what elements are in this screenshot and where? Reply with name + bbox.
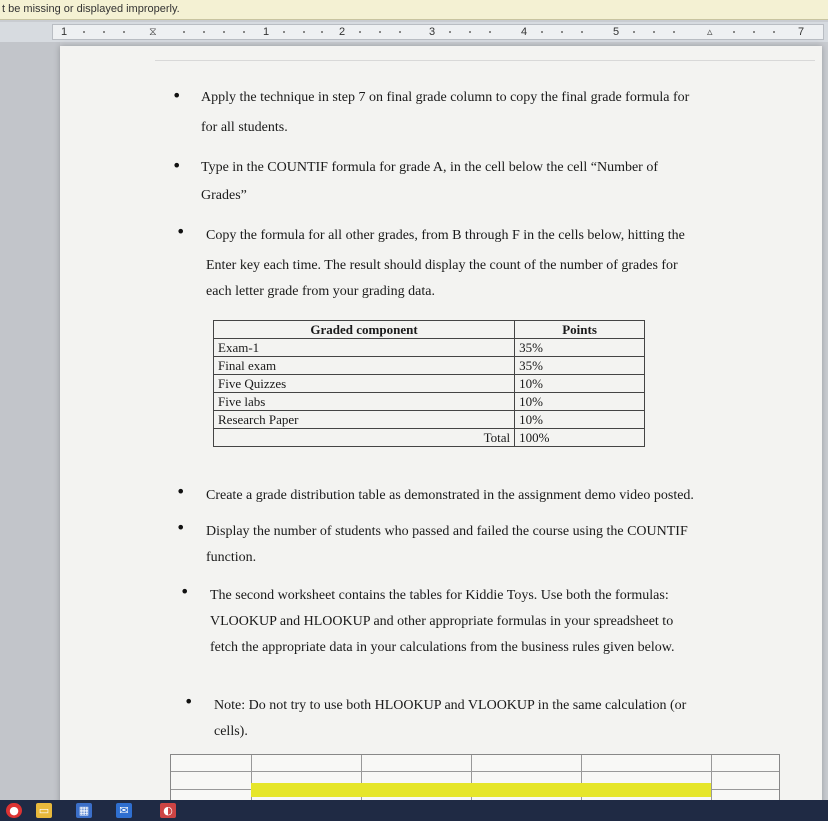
ruler-tick <box>359 31 361 33</box>
ruler-number: 1 <box>263 26 270 38</box>
table-cell: Research Paper <box>214 411 515 429</box>
mail-icon[interactable]: ✉ <box>116 803 132 818</box>
paragraph-line: The second worksheet contains the tables for Kiddie Toys. Use both the formulas: <box>210 588 669 603</box>
table-cell: 10% <box>515 393 645 411</box>
bullet-icon: • <box>176 222 186 241</box>
table-cell: 35% <box>515 357 645 375</box>
table-header: Points <box>515 321 645 339</box>
ruler-tick <box>303 31 305 33</box>
bullet-icon: • <box>172 86 182 105</box>
file-explorer-icon[interactable]: ▭ <box>36 803 52 818</box>
paragraph-line: Create a grade distribution table as demonstrated in the assignment demo video posted. <box>206 488 694 503</box>
table-cell: 10% <box>515 411 645 429</box>
ruler-tick <box>561 31 563 33</box>
paragraph-line: function. <box>206 550 257 565</box>
bullet-icon: • <box>172 156 182 175</box>
ruler-tick <box>541 31 543 33</box>
document-page[interactable] <box>60 46 822 806</box>
paragraph-line: Copy the formula for all other grades, from B through F in the cells below, hitting the <box>206 228 685 243</box>
ruler-number: 1 <box>61 26 68 38</box>
graded-component-table <box>213 320 645 447</box>
ruler-number: 2 <box>339 26 346 38</box>
table-cell: 10% <box>515 375 645 393</box>
table-cell: Exam-1 <box>214 339 515 357</box>
ruler-tick <box>283 31 285 33</box>
ruler-tick <box>753 31 755 33</box>
table-row <box>214 339 645 357</box>
ruler-number: 3 <box>429 26 436 38</box>
bullet-icon: • <box>176 518 186 537</box>
table-total-row <box>214 429 645 447</box>
ruler-tick <box>103 31 105 33</box>
table-row <box>214 411 645 429</box>
right-indent-marker[interactable]: ▵ <box>707 25 713 38</box>
left-gutter <box>0 42 60 802</box>
horizontal-ruler[interactable] <box>0 22 828 42</box>
table-cell: Final exam <box>214 357 515 375</box>
ruler-number: 5 <box>613 26 620 38</box>
app-icon[interactable]: ◐ <box>160 803 176 818</box>
ruler-tick <box>673 31 675 33</box>
paragraph-line: Type in the COUNTIF formula for grade A, in the cell below the cell “Number of <box>201 160 658 175</box>
bullet-icon: • <box>176 482 186 501</box>
ruler-tick <box>123 31 125 33</box>
paragraph-line: for all students. <box>201 120 288 135</box>
ruler-tick <box>321 31 323 33</box>
store-icon[interactable]: ▦ <box>76 803 92 818</box>
paragraph-line: Display the number of students who passed and failed the course using the COUNTIF <box>206 524 688 539</box>
paragraph-line: Enter key each time. The result should display the count of the number of grades for <box>206 258 678 273</box>
paragraph-line: Apply the technique in step 7 on final grade column to copy the final grade formula for <box>201 90 690 105</box>
bullet-icon: • <box>184 692 194 711</box>
paragraph-line: VLOOKUP and HLOOKUP and other appropriate formulas in your spreadsheet to <box>210 614 674 629</box>
paragraph-line: fetch the appropriate data in your calculations from the business rules given below. <box>210 640 675 655</box>
windows-taskbar <box>0 800 828 821</box>
bullet-icon: • <box>180 582 190 601</box>
table-row <box>214 357 645 375</box>
table-row <box>214 375 645 393</box>
ruler-tick <box>773 31 775 33</box>
ruler-tick <box>733 31 735 33</box>
ruler-tick <box>581 31 583 33</box>
ruler-number: 7 <box>798 26 805 38</box>
ruler-tick <box>83 31 85 33</box>
info-bar-text: t be missing or displayed improperly. <box>2 3 180 15</box>
ruler-tick <box>203 31 205 33</box>
ruler-tick <box>469 31 471 33</box>
table-cell: Five Quizzes <box>214 375 515 393</box>
ruler-tick <box>243 31 245 33</box>
table-header: Graded component <box>214 321 515 339</box>
chrome-icon[interactable]: ● <box>6 803 22 818</box>
paragraph-line: cells). <box>214 724 248 739</box>
highlighted-cells <box>251 783 711 797</box>
first-line-indent-marker[interactable]: ⧖ <box>149 25 157 38</box>
paragraph-line: Note: Do not try to use both HLOOKUP and VLOOKUP in the same calculation (or <box>214 698 687 713</box>
ruler-tick <box>183 31 185 33</box>
ruler-tick <box>489 31 491 33</box>
ruler-tick <box>449 31 451 33</box>
ruler-tick <box>399 31 401 33</box>
grid-line <box>171 771 779 772</box>
table-header-row <box>214 321 645 339</box>
ruler-tick <box>379 31 381 33</box>
total-label: Total <box>214 429 515 447</box>
ruler-tick <box>653 31 655 33</box>
table-cell: Five labs <box>214 393 515 411</box>
total-value: 100% <box>515 429 645 447</box>
paragraph-line: Grades” <box>201 188 247 203</box>
table-cell: 35% <box>515 339 645 357</box>
ruler-number: 4 <box>521 26 528 38</box>
ruler-tick <box>633 31 635 33</box>
ruler-strip[interactable] <box>52 24 824 40</box>
table-row <box>214 393 645 411</box>
header-divider <box>155 60 815 61</box>
paragraph-line: each letter grade from your grading data. <box>206 284 435 299</box>
ruler-tick <box>223 31 225 33</box>
protected-view-info-bar <box>0 0 828 20</box>
